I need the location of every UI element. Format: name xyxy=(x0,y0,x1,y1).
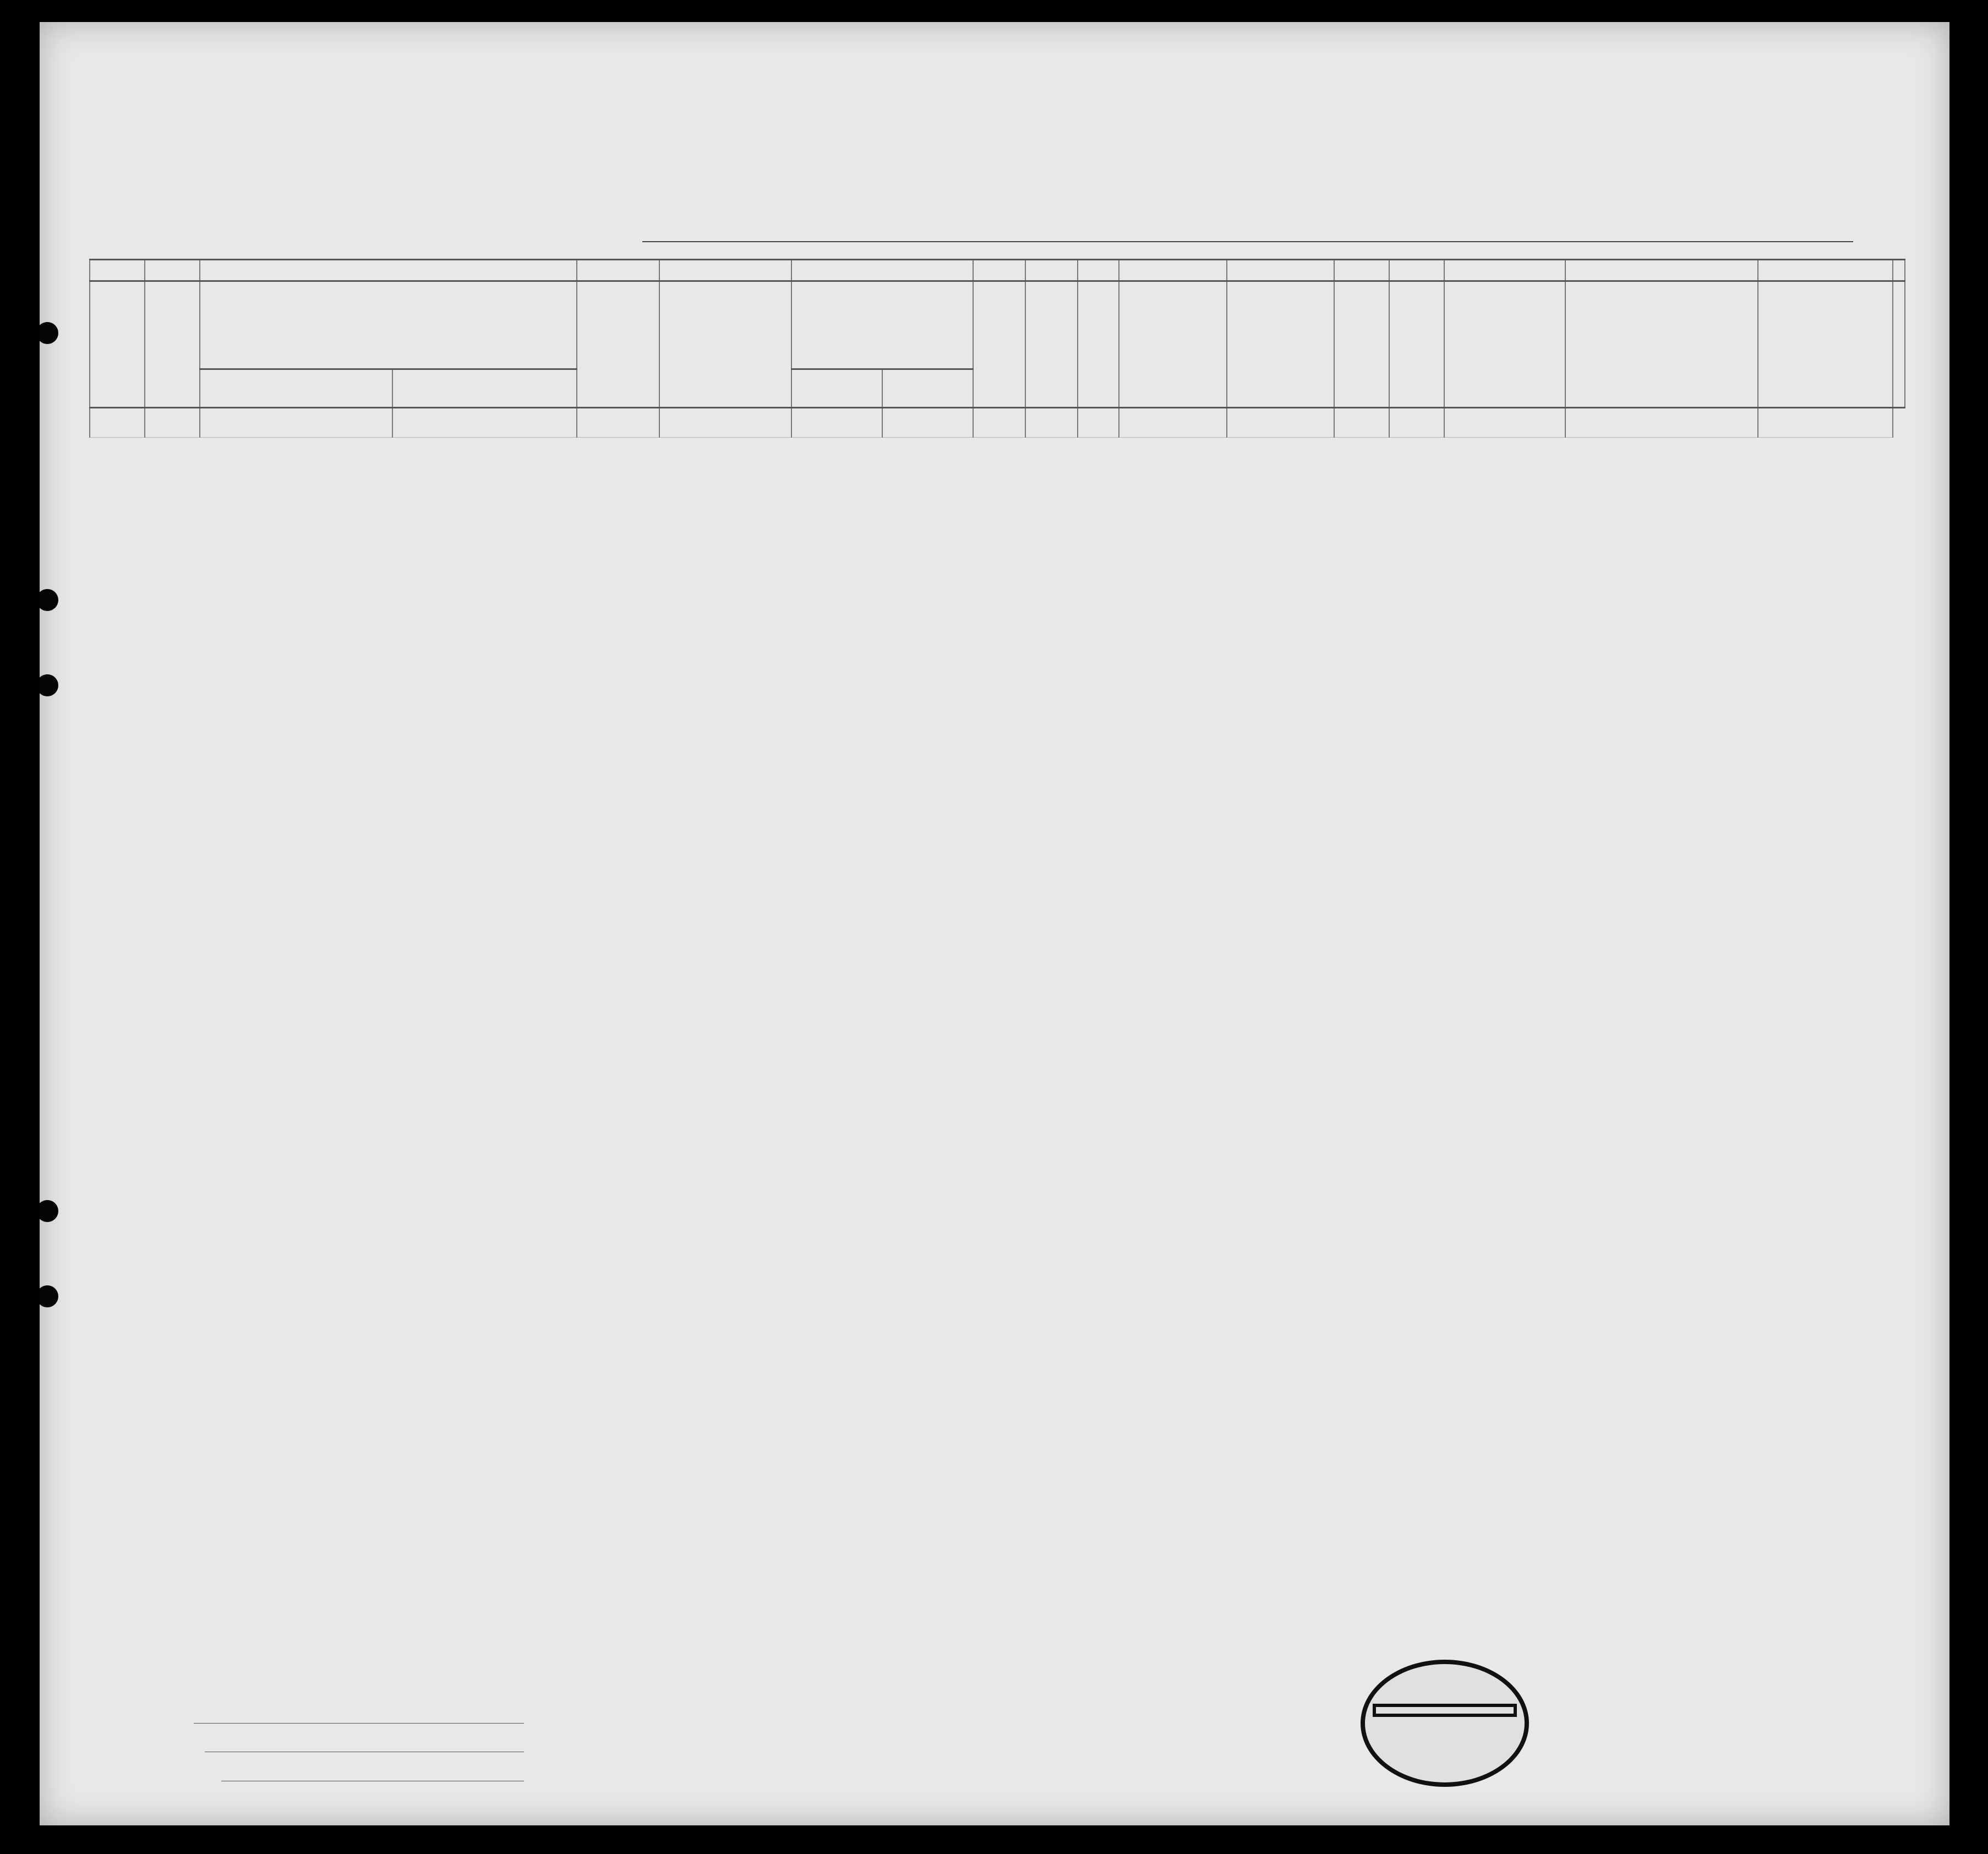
handwritten-marks-layer xyxy=(40,22,1949,1825)
manifest-sheet xyxy=(40,22,1949,1825)
